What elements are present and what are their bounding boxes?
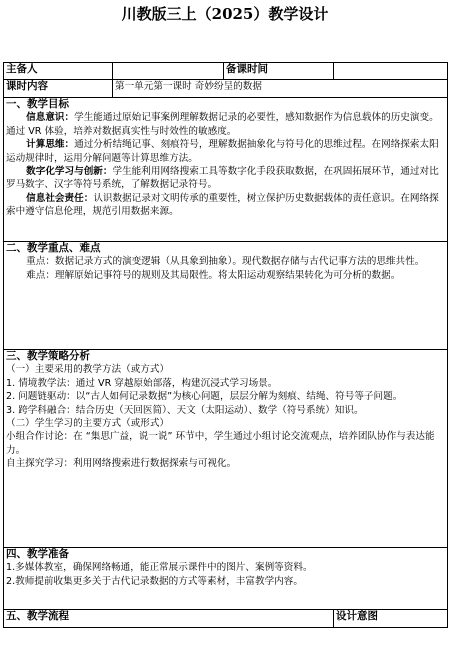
process-heading: 五、教学流程: [4, 610, 334, 628]
strategy-section: [4, 350, 448, 548]
keypoints-section: [4, 242, 448, 350]
study-item: 小组合作讨论：在 “集思广益，说一说” 环节中，学生通过小组讨论交流观点，培养团队协作与表达能力。: [6, 431, 435, 456]
document-title: 川教版三上（2025）教学设计: [121, 5, 329, 23]
method-item: 1. 情境教学法：通过 VR 穿越原始部落，构建沉浸式学习场景。: [6, 377, 278, 389]
strategy-subheading: （二）学生学习的主要方式（或形式）: [6, 418, 170, 430]
key-point: 重点：数据记录方式的演变逻辑（从具象到抽象）。现代数据存储与古代记事方法的思维共性。: [26, 256, 425, 268]
preparation-section: [4, 548, 448, 610]
objectives-section: [4, 98, 448, 242]
objectives-heading: 一、教学目标: [6, 98, 69, 110]
study-item: 自主探究学习：利用网络搜索进行数据探索与可视化。: [6, 458, 237, 470]
content-label: 课时内容: [4, 80, 113, 98]
lesson-plan-table: [3, 62, 448, 628]
preparer-row: [4, 63, 448, 80]
preparation-item: 2.教师提前收集更多关于古代记录数据的方式等素材，丰富教学内容。: [6, 575, 303, 587]
content-row: [4, 80, 448, 98]
keypoints-heading: 二、教学重点、难点: [6, 242, 101, 254]
prep-time-value: [334, 63, 448, 80]
objective-item: 数字化学习与创新：学生能利用网络搜索工具等数字化手段获取数据，在巩固拓展环节，通过对比罗马数字、汉字等符号系统，了解数据记录符号。: [6, 166, 439, 191]
preparation-heading: 四、教学准备: [6, 548, 69, 560]
strategy-heading: 三、教学策略分析: [6, 350, 90, 362]
prep-time-label: 备课时间: [224, 63, 334, 80]
objective-item: 信息意识：学生能通过原始记事案例理解数据记录的必要性，感知数据作为信息载体的历史演变。通过 VR 体验，培养对数据真实性与时效性的敏感度。: [6, 112, 439, 137]
design-intent-label: 设计意图: [334, 610, 448, 628]
method-item: 2. 问题链驱动：以“古人如何记录数据”为核心问题，层层分解为刻痕、结绳、符号等子问题。: [6, 391, 403, 403]
strategy-subheading: （一）主要采用的教学方法（或方式）: [6, 364, 170, 376]
content-value: 第一单元第一课时 奇妙纷呈的数据: [113, 80, 448, 98]
method-item: 3. 跨学科融合：结合历史（天回医简）、天文（太阳运动）、数学（符号系统）知识。: [6, 404, 364, 416]
preparation-item: 1.多媒体教室，确保网络畅通，能正常展示课件中的图片、案例等资料。: [6, 562, 313, 574]
difficult-point: 难点：理解原始记事符号的规则及其局限性。将太阳运动观察结果转化为可分析的数据。: [26, 269, 401, 281]
process-row: [4, 610, 448, 628]
preparer-value: [113, 63, 224, 80]
objective-item: 信息社会责任：认识数据记录对文明传承的重要性，树立保护历史数据载体的责任意识。在网络探索中遵守信息伦理，规范引用数据来源。: [6, 192, 439, 218]
objective-item: 计算思维：通过分析结绳记事、刻痕符号，理解数据抽象化与符号化的思维过程。在网络探索太阳运动规律时，运用分解问题等计算思维方法。: [6, 139, 439, 164]
preparer-label: 主备人: [4, 63, 113, 80]
